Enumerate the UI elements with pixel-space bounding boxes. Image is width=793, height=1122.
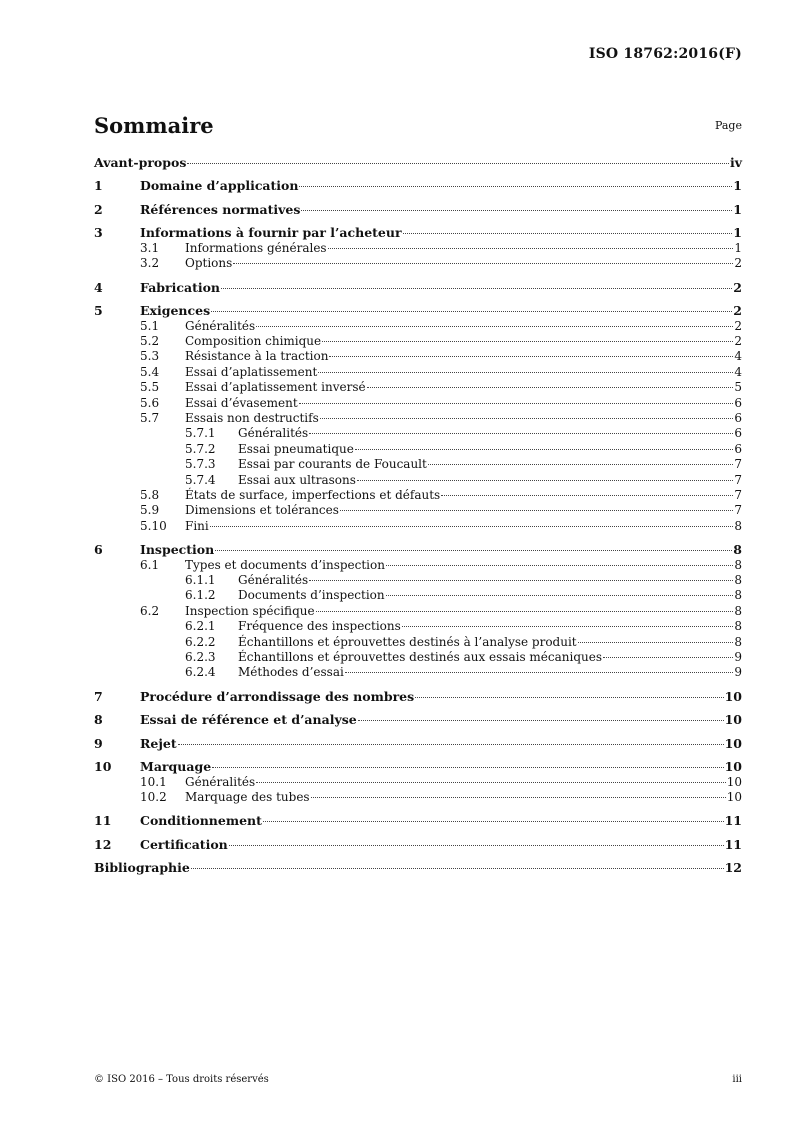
toc-entry-page: 11 (724, 836, 742, 852)
toc-entry-number: 6.2.2 (185, 634, 216, 649)
toc-entry-page: 10 (726, 790, 742, 804)
toc-entry-number: 1 (94, 178, 103, 194)
toc-dot-leader (386, 565, 733, 566)
toc-entry-label: Échantillons et éprouvettes destinés aux essais mécaniques (238, 649, 603, 664)
toc-dot-leader (328, 248, 734, 249)
toc-dot-leader (415, 697, 723, 698)
toc-entry-number: 5.7 (140, 410, 160, 425)
toc-entry-label: Généralités (185, 774, 256, 789)
toc-dot-leader (233, 263, 733, 264)
footer-page-number: iii (732, 1074, 742, 1085)
toc-entry[interactable] (94, 759, 742, 774)
toc-entry-number: 6.1 (140, 557, 160, 572)
toc-entry-label: Généralités (238, 572, 309, 587)
toc-entry-label: Bibliographie (94, 860, 190, 876)
toc-entry-label: Essai d’aplatissement (185, 364, 318, 379)
toc-entry-label: Informations à fournir par l’acheteur (140, 225, 402, 241)
toc-entry-label: États de surface, imperfections et défauts (185, 487, 441, 502)
toc-entry-page: 10 (724, 688, 742, 704)
toc-entry[interactable] (94, 256, 742, 271)
toc-entry-number: 4 (94, 279, 103, 295)
toc-entry-page: iv (729, 155, 742, 170)
toc-entry-label: Marquage des tubes (185, 790, 310, 804)
toc-entry[interactable] (94, 411, 742, 426)
toc-entry-number: 5 (94, 303, 103, 319)
toc-entry-number: 11 (94, 813, 112, 829)
toc-entry-label: Essai pneumatique (238, 441, 354, 456)
toc-entry-number: 2 (94, 201, 103, 217)
toc-dot-leader (256, 782, 726, 783)
toc-entry-number: 5.1 (140, 318, 160, 333)
toc-entry-number: 10 (94, 759, 112, 775)
toc-dot-leader (215, 550, 732, 551)
toc-entry-number: 5.6 (140, 395, 160, 410)
toc-entry[interactable] (94, 319, 742, 334)
toc-entry-number: 5.10 (140, 518, 167, 533)
toc-entry-number: 5.7.2 (185, 441, 216, 456)
toc-entry-number: 5.8 (140, 487, 160, 502)
toc-entry[interactable] (94, 426, 742, 441)
toc-entry[interactable] (94, 558, 742, 573)
toc-entry-label: Domaine d’application (140, 178, 299, 194)
toc-entry-page: 8 (734, 518, 742, 533)
toc-entry-number: 6.2.3 (185, 649, 216, 664)
footer-copyright: © ISO 2016 – Tous droits réservés (94, 1074, 269, 1085)
toc-entry-page: 8 (734, 603, 742, 618)
toc-entry[interactable] (94, 619, 742, 634)
toc-entry[interactable] (94, 604, 742, 619)
toc-entry-page: 5 (734, 380, 742, 395)
toc-entry-label: Documents d’inspection (238, 588, 385, 603)
toc-entry[interactable] (94, 775, 742, 790)
toc-entry[interactable] (94, 542, 742, 557)
toc-entry-label: Conditionnement (140, 813, 262, 829)
toc-dot-leader (187, 163, 729, 164)
toc-entry[interactable] (94, 712, 742, 727)
toc-entry[interactable] (94, 473, 742, 488)
toc-dot-leader (210, 526, 734, 527)
toc-entry-page: 7 (734, 457, 742, 472)
toc-entry[interactable] (94, 860, 742, 875)
toc-entry-number: 5.3 (140, 349, 160, 364)
toc-entry-page: 6 (734, 426, 742, 441)
toc-entry[interactable] (94, 202, 742, 217)
toc-entry-label: Dimensions et tolérances (185, 503, 339, 518)
toc-entry-number: 3.1 (140, 240, 160, 255)
toc-dot-leader (309, 580, 733, 581)
toc-entry-page: 7 (734, 472, 742, 487)
toc-dot-leader (402, 626, 734, 627)
toc-dot-leader (329, 356, 733, 357)
toc-entry-label: Avant-propos (94, 155, 187, 170)
toc-entry-page: 8 (734, 572, 742, 587)
toc-entry-number: 3.2 (140, 256, 160, 271)
toc-dot-leader (256, 326, 733, 327)
toc-entry-label: Résistance à la traction (185, 349, 329, 364)
toc-dot-leader (322, 341, 733, 342)
toc-entry-label: Essai de référence et d’analyse (140, 712, 357, 728)
toc-entry-page: 10 (724, 735, 742, 751)
toc-dot-leader (340, 510, 733, 511)
toc-entry-page: 1 (733, 201, 742, 217)
toc-dot-leader (357, 480, 733, 481)
toc-entry-page: 2 (733, 303, 742, 319)
toc-entry-label: Types et documents d’inspection (185, 557, 385, 572)
toc-entry-number: 5.2 (140, 333, 160, 348)
toc-entry[interactable] (94, 790, 742, 805)
toc-entry-number: 9 (94, 735, 103, 751)
toc-dot-leader (316, 611, 734, 612)
toc-entry-page: 1 (734, 240, 742, 255)
toc-entry-label: Références normatives (140, 201, 301, 217)
toc-dot-leader (578, 642, 734, 643)
toc-dot-leader (403, 233, 733, 234)
toc-entry[interactable] (94, 280, 742, 295)
toc-entry-page: 9 (734, 649, 742, 664)
toc-entry-label: Essais non destructifs (185, 410, 319, 425)
toc-entry[interactable] (94, 488, 742, 503)
toc-dot-leader (358, 720, 724, 721)
toc-dot-leader (320, 418, 734, 419)
toc-entry-label: Essai aux ultrasons (238, 472, 356, 487)
toc-entry[interactable] (94, 650, 742, 665)
toc-entry-number: 5.7.3 (185, 457, 216, 472)
toc-entry[interactable] (94, 155, 742, 170)
toc-entry-page: 8 (734, 634, 742, 649)
toc-entry-page: 6 (734, 441, 742, 456)
toc-entry-number: 12 (94, 836, 112, 852)
toc-dot-leader (386, 595, 734, 596)
toc-entry-page: 2 (733, 279, 742, 295)
toc-entry-label: Inspection (140, 542, 215, 558)
toc-entry-page: 1 (733, 225, 742, 241)
toc-dot-leader (299, 403, 734, 404)
toc-entry-page: 11 (724, 813, 742, 829)
toc-entry-page: 10 (724, 712, 742, 728)
toc-entry-number: 10.2 (140, 790, 167, 804)
toc-entry-page: 4 (734, 349, 742, 364)
toc-entry-page: 8 (734, 588, 742, 603)
toc-entry-number: 6.1.1 (185, 572, 216, 587)
toc-entry-page: 6 (734, 410, 742, 425)
toc-entry-number: 7 (94, 688, 103, 704)
toc-dot-leader (299, 186, 732, 187)
toc-entry-page: 2 (734, 256, 742, 271)
toc-dot-leader (309, 433, 733, 434)
toc-dot-leader (191, 868, 724, 869)
toc-entry-label: Essai d’aplatissement inversé (185, 380, 366, 395)
toc-entry-label: Fabrication (140, 279, 221, 295)
toc-entry[interactable] (94, 665, 742, 680)
toc-dot-leader (229, 845, 724, 846)
toc-entry-number: 8 (94, 712, 103, 728)
toc-entry[interactable] (94, 442, 742, 457)
toc-dot-leader (263, 821, 724, 822)
toc-entry-number: 10.1 (140, 774, 167, 789)
toc-entry[interactable] (94, 241, 742, 256)
toc-entry[interactable] (94, 736, 742, 751)
document-id: ISO 18762:2016(F) (588, 46, 742, 62)
toc-entry[interactable] (94, 689, 742, 704)
toc-dot-leader (367, 387, 734, 388)
toc-dot-leader (211, 311, 732, 312)
toc-entry-page: 8 (733, 542, 742, 558)
toc-entry-number: 6 (94, 542, 103, 558)
toc-entry-label: Rejet (140, 735, 177, 751)
toc-title: Sommaire (94, 113, 214, 138)
toc-dot-leader (428, 464, 734, 465)
toc-entry[interactable] (94, 225, 742, 240)
toc-entry-label: Essai par courants de Foucault (238, 457, 427, 472)
toc-entry[interactable] (94, 837, 742, 852)
toc-dot-leader (212, 767, 723, 768)
toc-entry-page: 2 (734, 333, 742, 348)
toc-entry[interactable] (94, 178, 742, 193)
toc-dot-leader (355, 449, 734, 450)
toc-entry-label: Exigences (140, 303, 211, 319)
toc-entry-label: Certification (140, 836, 228, 852)
toc-entry-page: 10 (724, 759, 742, 775)
toc-dot-leader (318, 372, 733, 373)
toc-entry-page: 7 (734, 503, 742, 518)
toc-entry-number: 6.2 (140, 603, 160, 618)
toc-entry-label: Échantillons et éprouvettes destinés à l’analyse produit (238, 634, 577, 649)
toc-dot-leader (221, 288, 732, 289)
table-of-contents (94, 155, 742, 876)
toc-entry-label: Fini (185, 518, 209, 533)
toc-entry-page: 8 (734, 619, 742, 634)
toc-entry-label: Informations générales (185, 240, 327, 255)
toc-entry-number: 5.5 (140, 380, 160, 395)
toc-entry-label: Procédure d’arrondissage des nombres (140, 688, 415, 704)
toc-entry[interactable] (94, 396, 742, 411)
toc-entry-number: 5.7.1 (185, 426, 216, 441)
toc-entry-label: Généralités (238, 426, 309, 441)
toc-entry[interactable] (94, 813, 742, 828)
toc-entry-page: 12 (724, 860, 742, 876)
toc-entry-label: Méthodes d’essai (238, 665, 344, 680)
toc-entry[interactable] (94, 503, 742, 518)
toc-entry-label: Marquage (140, 759, 212, 775)
toc-entry-page: 2 (734, 318, 742, 333)
toc-entry-label: Inspection spécifique (185, 603, 315, 618)
page-column-label: Page (714, 119, 742, 132)
toc-entry-page: 1 (733, 178, 742, 194)
toc-entry-page: 6 (734, 395, 742, 410)
toc-entry[interactable] (94, 635, 742, 650)
toc-dot-leader (178, 744, 724, 745)
toc-entry-number: 6.2.1 (185, 619, 216, 634)
toc-dot-leader (345, 672, 734, 673)
toc-entry[interactable] (94, 303, 742, 318)
toc-entry-label: Fréquence des inspections (238, 619, 401, 634)
toc-entry-number: 6.2.4 (185, 665, 216, 680)
toc-entry[interactable] (94, 519, 742, 534)
toc-dot-leader (311, 797, 726, 798)
toc-entry-label: Généralités (185, 318, 256, 333)
toc-entry[interactable] (94, 349, 742, 364)
toc-entry-number: 5.4 (140, 364, 160, 379)
toc-entry-label: Composition chimique (185, 333, 322, 348)
toc-entry-label: Options (185, 256, 233, 271)
toc-entry-number: 3 (94, 225, 103, 241)
toc-dot-leader (441, 495, 733, 496)
toc-entry[interactable] (94, 380, 742, 395)
toc-entry[interactable] (94, 588, 742, 603)
toc-entry-page: 10 (726, 774, 742, 789)
toc-entry-page: 4 (734, 364, 742, 379)
toc-entry-number: 5.7.4 (185, 472, 216, 487)
toc-dot-leader (301, 210, 732, 211)
toc-entry[interactable] (94, 334, 742, 349)
toc-entry[interactable] (94, 365, 742, 380)
toc-entry-page: 9 (734, 665, 742, 680)
toc-entry-number: 6.1.2 (185, 588, 216, 603)
toc-entry-page: 7 (734, 487, 742, 502)
toc-entry[interactable] (94, 457, 742, 472)
toc-dot-leader (603, 657, 733, 658)
toc-entry[interactable] (94, 573, 742, 588)
toc-entry-number: 5.9 (140, 503, 160, 518)
toc-entry-page: 8 (734, 557, 742, 572)
toc-entry-label: Essai d’évasement (185, 395, 298, 410)
